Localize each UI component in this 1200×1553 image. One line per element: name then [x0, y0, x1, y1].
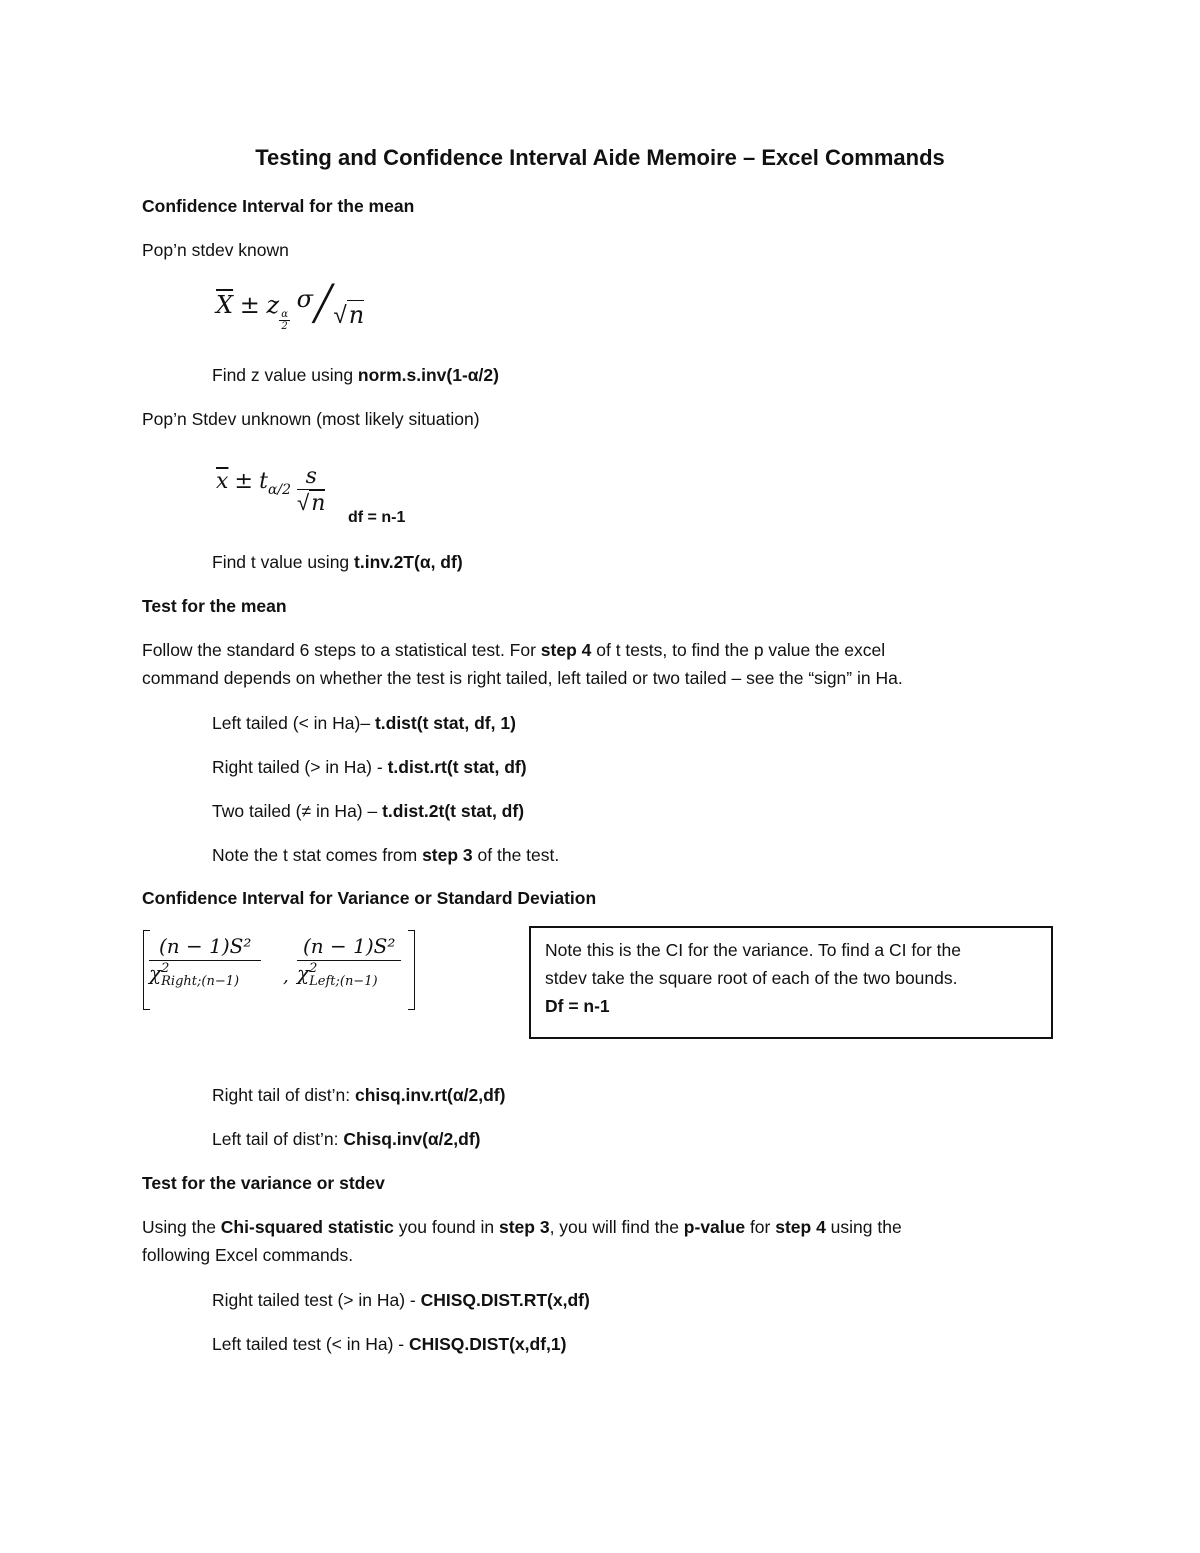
step4-bold: step 4	[540, 640, 592, 660]
test-variance-paragraph-line1	[142, 1217, 902, 1238]
item-prefix: Two tailed (≠ in Ha) –	[212, 801, 383, 821]
para-text: , you will find the	[549, 1217, 684, 1237]
chisq-dist-command: CHISQ.DIST(x,df,1)	[408, 1334, 567, 1354]
alpha-symbol: α	[281, 309, 288, 321]
superscript: 2	[161, 960, 170, 976]
subscript-left: Left;(n−1)	[309, 973, 378, 989]
chi-symbol: χ	[149, 961, 162, 985]
find-z-prefix: Find z value using	[212, 365, 358, 385]
alpha-over-two	[279, 309, 290, 332]
test-mean-paragraph-line1	[142, 640, 885, 661]
norm-s-inv-command: norm.s.inv(1-α/2)	[357, 365, 499, 385]
formula-ci-unknown	[216, 456, 326, 516]
upper-bound-fraction	[297, 934, 401, 988]
item-prefix: Right tailed test (> in Ha) -	[212, 1290, 421, 1310]
t-symbol: t	[259, 468, 268, 494]
t-dist-2t-command: t.dist.2t(t stat, df)	[382, 801, 525, 821]
fraction	[149, 934, 261, 988]
sqrt-n	[297, 490, 325, 516]
para-text: Follow the standard 6 steps to a statistical test. For	[142, 640, 541, 660]
df-label: df = n-1	[348, 509, 406, 526]
para-text: Using the	[142, 1217, 221, 1237]
fraction	[297, 934, 401, 988]
comma: ,	[283, 966, 289, 987]
right-bracket	[408, 930, 415, 1010]
item-prefix: Right tailed (> in Ha) -	[212, 757, 388, 777]
section-heading-test-variance: Test for the variance or stdev	[142, 1173, 385, 1193]
n-symbol: n	[311, 491, 326, 516]
page-title: Testing and Confidence Interval Aide Memoire – Excel Commands	[255, 145, 945, 170]
right-tail-item	[212, 1085, 505, 1106]
denominator	[297, 961, 401, 988]
plus-minus-symbol: ±	[234, 468, 253, 494]
xbar-symbol: $\overline{X}$	[216, 291, 234, 319]
note-df: Df = n-1	[545, 996, 610, 1016]
test-variance-paragraph-line2: following Excel commands.	[142, 1245, 354, 1265]
alpha-half-subscript: α/2	[267, 481, 292, 498]
para-text: of t tests, to find the p value the excel	[591, 640, 886, 660]
para-text: for	[745, 1217, 776, 1237]
find-t-prefix: Find t value using	[212, 552, 355, 572]
section-heading-ci-variance: Confidence Interval for Variance or Standard Deviation	[142, 888, 597, 908]
sqrt-n	[334, 302, 365, 329]
note-line2: stdev take the square root of each of the two bounds.	[545, 968, 958, 988]
xbar-symbol: $\overline{x}$	[216, 468, 229, 494]
item-prefix: Left tail of dist’n:	[212, 1129, 344, 1149]
sigma-symbol: σ	[296, 285, 314, 313]
note-line1: Note this is the CI for the variance. To find a CI for the	[545, 940, 961, 960]
find-t-line	[212, 552, 463, 573]
left-tailed-item	[212, 713, 516, 734]
p-value-bold: p-value	[683, 1217, 746, 1237]
formula-ci-known	[216, 282, 365, 333]
unknown-stdev-label: Pop’n Stdev unknown (most likely situation)	[142, 409, 480, 429]
step3-bold: step 3	[498, 1217, 550, 1237]
s-symbol: s	[297, 464, 325, 490]
two-tailed-item	[212, 801, 524, 822]
chi-symbol: χ	[297, 961, 310, 985]
sqrt-symbol: √	[297, 490, 310, 515]
lower-bound-fraction	[149, 934, 261, 988]
note-prefix: Note the t stat comes from	[212, 845, 423, 865]
find-z-line	[212, 365, 499, 386]
note-suffix: of the test.	[472, 845, 560, 865]
plus-minus-symbol: ±	[239, 291, 260, 319]
item-prefix: Left tailed test (< in Ha) -	[212, 1334, 409, 1354]
step3-bold: step 3	[422, 845, 473, 865]
test-mean-paragraph-line2: command depends on whether the test is right tailed, left tailed or two tailed – see the “sign” in Ha.	[142, 668, 903, 688]
t-dist-command: t.dist(t stat, df, 1)	[374, 713, 516, 733]
variance-note-box	[529, 926, 1053, 1039]
para-text: you found in	[393, 1217, 499, 1237]
formula-ci-variance	[143, 930, 415, 1008]
s-over-sqrt-n	[297, 464, 325, 516]
t-dist-rt-command: t.dist.rt(t stat, df)	[387, 757, 527, 777]
section-heading-test-mean: Test for the mean	[142, 596, 287, 616]
item-prefix: Left tailed (< in Ha)–	[212, 713, 375, 733]
n-symbol: n	[348, 301, 365, 329]
sqrt-symbol: √	[333, 302, 347, 329]
t-inv-2t-command: t.inv.2T(α, df)	[354, 552, 463, 572]
right-tailed-test-item	[212, 1290, 590, 1311]
t-stat-note	[212, 845, 559, 866]
left-tail-item	[212, 1129, 480, 1150]
right-tailed-item	[212, 757, 527, 778]
denominator	[149, 961, 261, 988]
slash-divider: ╱	[313, 285, 334, 323]
item-prefix: Right tail of dist’n:	[212, 1085, 355, 1105]
step4-bold: step 4	[775, 1217, 826, 1237]
numerator: (n − 1)S²	[149, 934, 261, 961]
superscript: 2	[309, 960, 318, 976]
two-symbol: 2	[281, 321, 288, 333]
subscript-right: Right;(n−1)	[161, 973, 240, 989]
z-symbol: z	[266, 291, 280, 319]
para-text: using the	[825, 1217, 902, 1237]
left-tailed-test-item	[212, 1334, 566, 1355]
section-heading-ci-mean: Confidence Interval for the mean	[142, 196, 415, 216]
chi-squared-bold: Chi-squared statistic	[220, 1217, 394, 1237]
known-stdev-label: Pop’n stdev known	[142, 240, 289, 260]
chisq-dist-rt-command: CHISQ.DIST.RT(x,df)	[420, 1290, 590, 1310]
chisq-inv-command: Chisq.inv(α/2,df)	[343, 1129, 481, 1149]
chisq-inv-rt-command: chisq.inv.rt(α/2,df)	[354, 1085, 506, 1105]
numerator: (n − 1)S²	[297, 934, 401, 961]
